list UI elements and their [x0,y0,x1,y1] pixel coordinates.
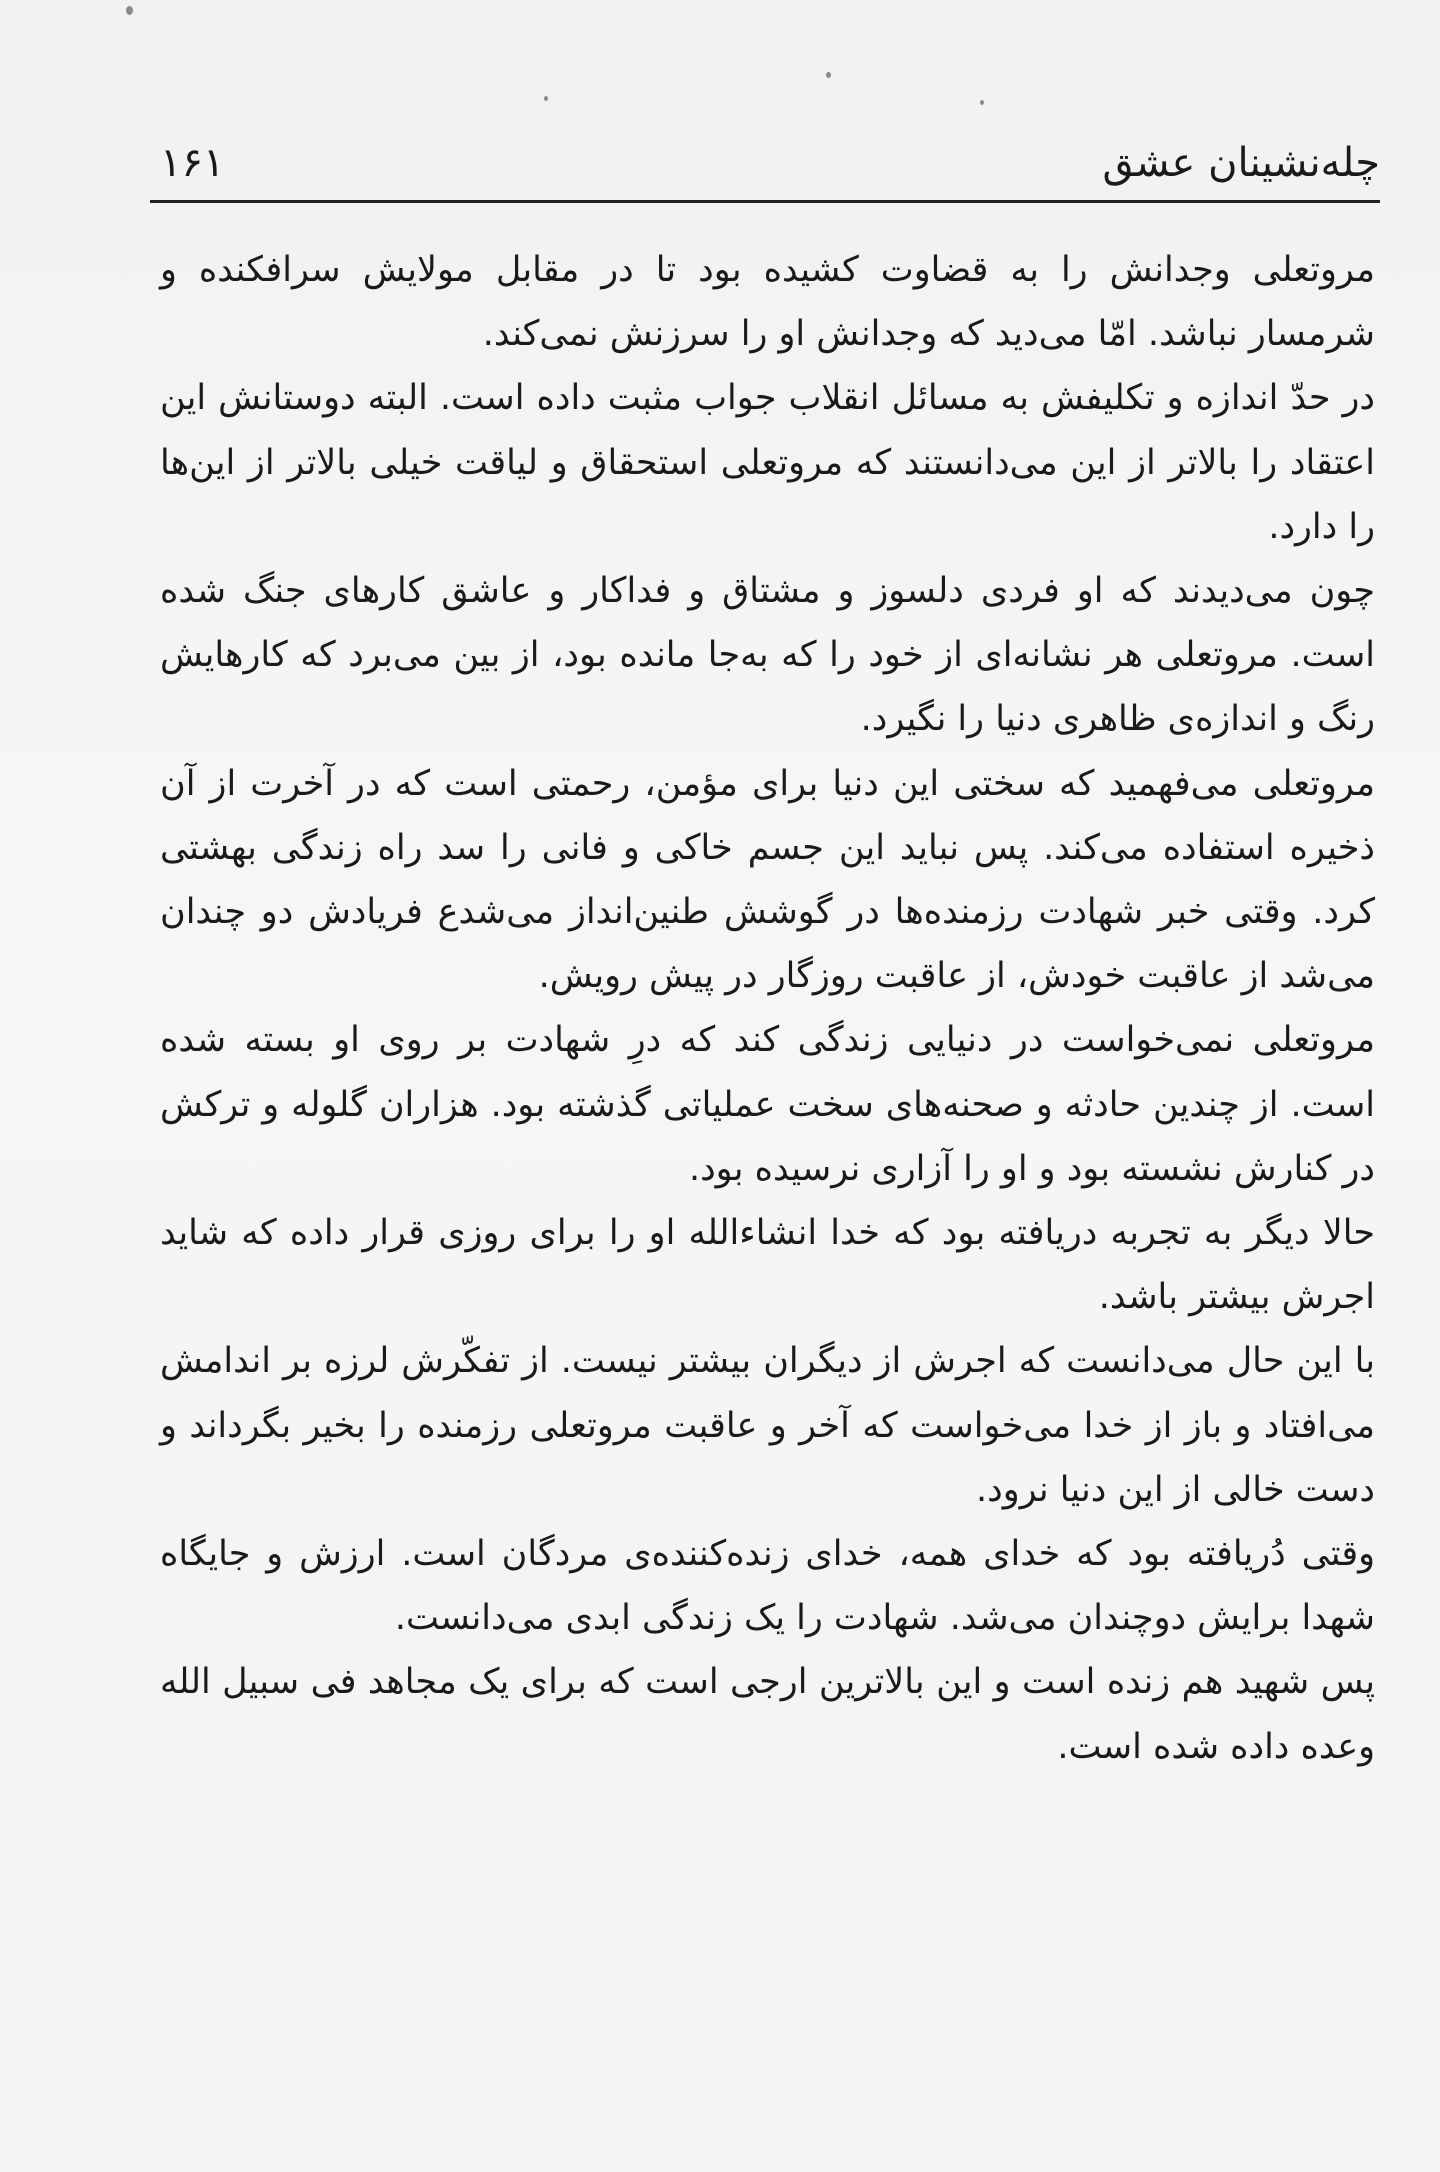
paragraph: با این حال می‌دانست که اجرش از دیگران بیشتر نیست. از تفکّرش لرزه بر اندامش می‌افتاد و باز از خدا می‌خواست که آخر و عاقبت مروتعلی رزمنده را بخیر بگرداند و دست خالی از این دنیا نرود. [160,1341,1375,1510]
page-number: ۱۶۱ [160,140,225,186]
paragraph: مروتعلی می‌فهمید که سختی این دنیا برای مؤمن، رحمتی است که در آخرت از آن ذخیره استفاده می‌کند. پس نباید این جسم خاکی و فانی را سد راه زندگی بهشتی کرد. وقتی خبر شهادت رزمنده‌ها در گوشش طنین‌انداز می‌شدع فریادش دو چندان می‌شد از عاقبت خودش، از عاقبت روزگار در پیش رویش. [160,763,1375,997]
paragraph: وقتی دُریافته بود که خدای همه، خدای زنده‌کننده‌ی مردگان است. ارزش و جایگاه شهدا برایش دوچندان می‌شد. شهادت را یک زندگی ابدی می‌دانست. [160,1534,1375,1639]
running-title: چله‌نشینان عشق [1102,140,1380,186]
paper-speck [826,72,831,78]
paper-speck [126,6,133,15]
body-text [160,238,1375,1779]
paragraph: مروتعلی نمی‌خواست در دنیایی زندگی کند که درِ شهادت بر روی او بسته شده است. از چندین حادثه و صحنه‌های سخت عملیاتی گذشته بود. هزاران گلوله و ترکش در کنارش نشسته بود و او را آزاری نرسیده بود. [160,1020,1375,1189]
paragraph: در حدّ اندازه و تکلیفش به مسائل انقلاب جواب مثبت داده است. البته دوستانش این اعتقاد را بالاتر از این می‌دانستند که مروتعلی استحقاق و لیاقت خیلی بالاتر از این‌ها را دارد. [160,378,1375,547]
paragraph: پس شهید هم زنده است و این بالاترین ارجی است که برای یک مجاهد فی سبیل الله وعده داده شده است. [160,1662,1375,1767]
header-rule [150,200,1380,203]
paper-speck [980,100,984,105]
paragraph: مروتعلی وجدانش را به قضاوت کشیده بود تا در مقابل مولایش سرافکنده و شرمسار نباشد. امّا می‌دید که وجدانش او را سرزنش نمی‌کند. [160,250,1375,355]
page-header [150,135,1380,205]
paper-speck [544,96,548,101]
paragraph: چون می‌دیدند که او فردی دلسوز و مشتاق و فداکار و عاشق کارهای جنگ شده است. مروتعلی هر نشانه‌ای از خود را که به‌جا مانده بود، از بین می‌برد که کارهایش رنگ و اندازه‌ی ظاهری دنیا را نگیرد. [160,571,1375,740]
paragraph: حالا دیگر به تجربه دریافته بود که خدا انشاءالله او را برای روزی قرار داده که شاید اجرش بیشتر باشد. [160,1213,1375,1318]
